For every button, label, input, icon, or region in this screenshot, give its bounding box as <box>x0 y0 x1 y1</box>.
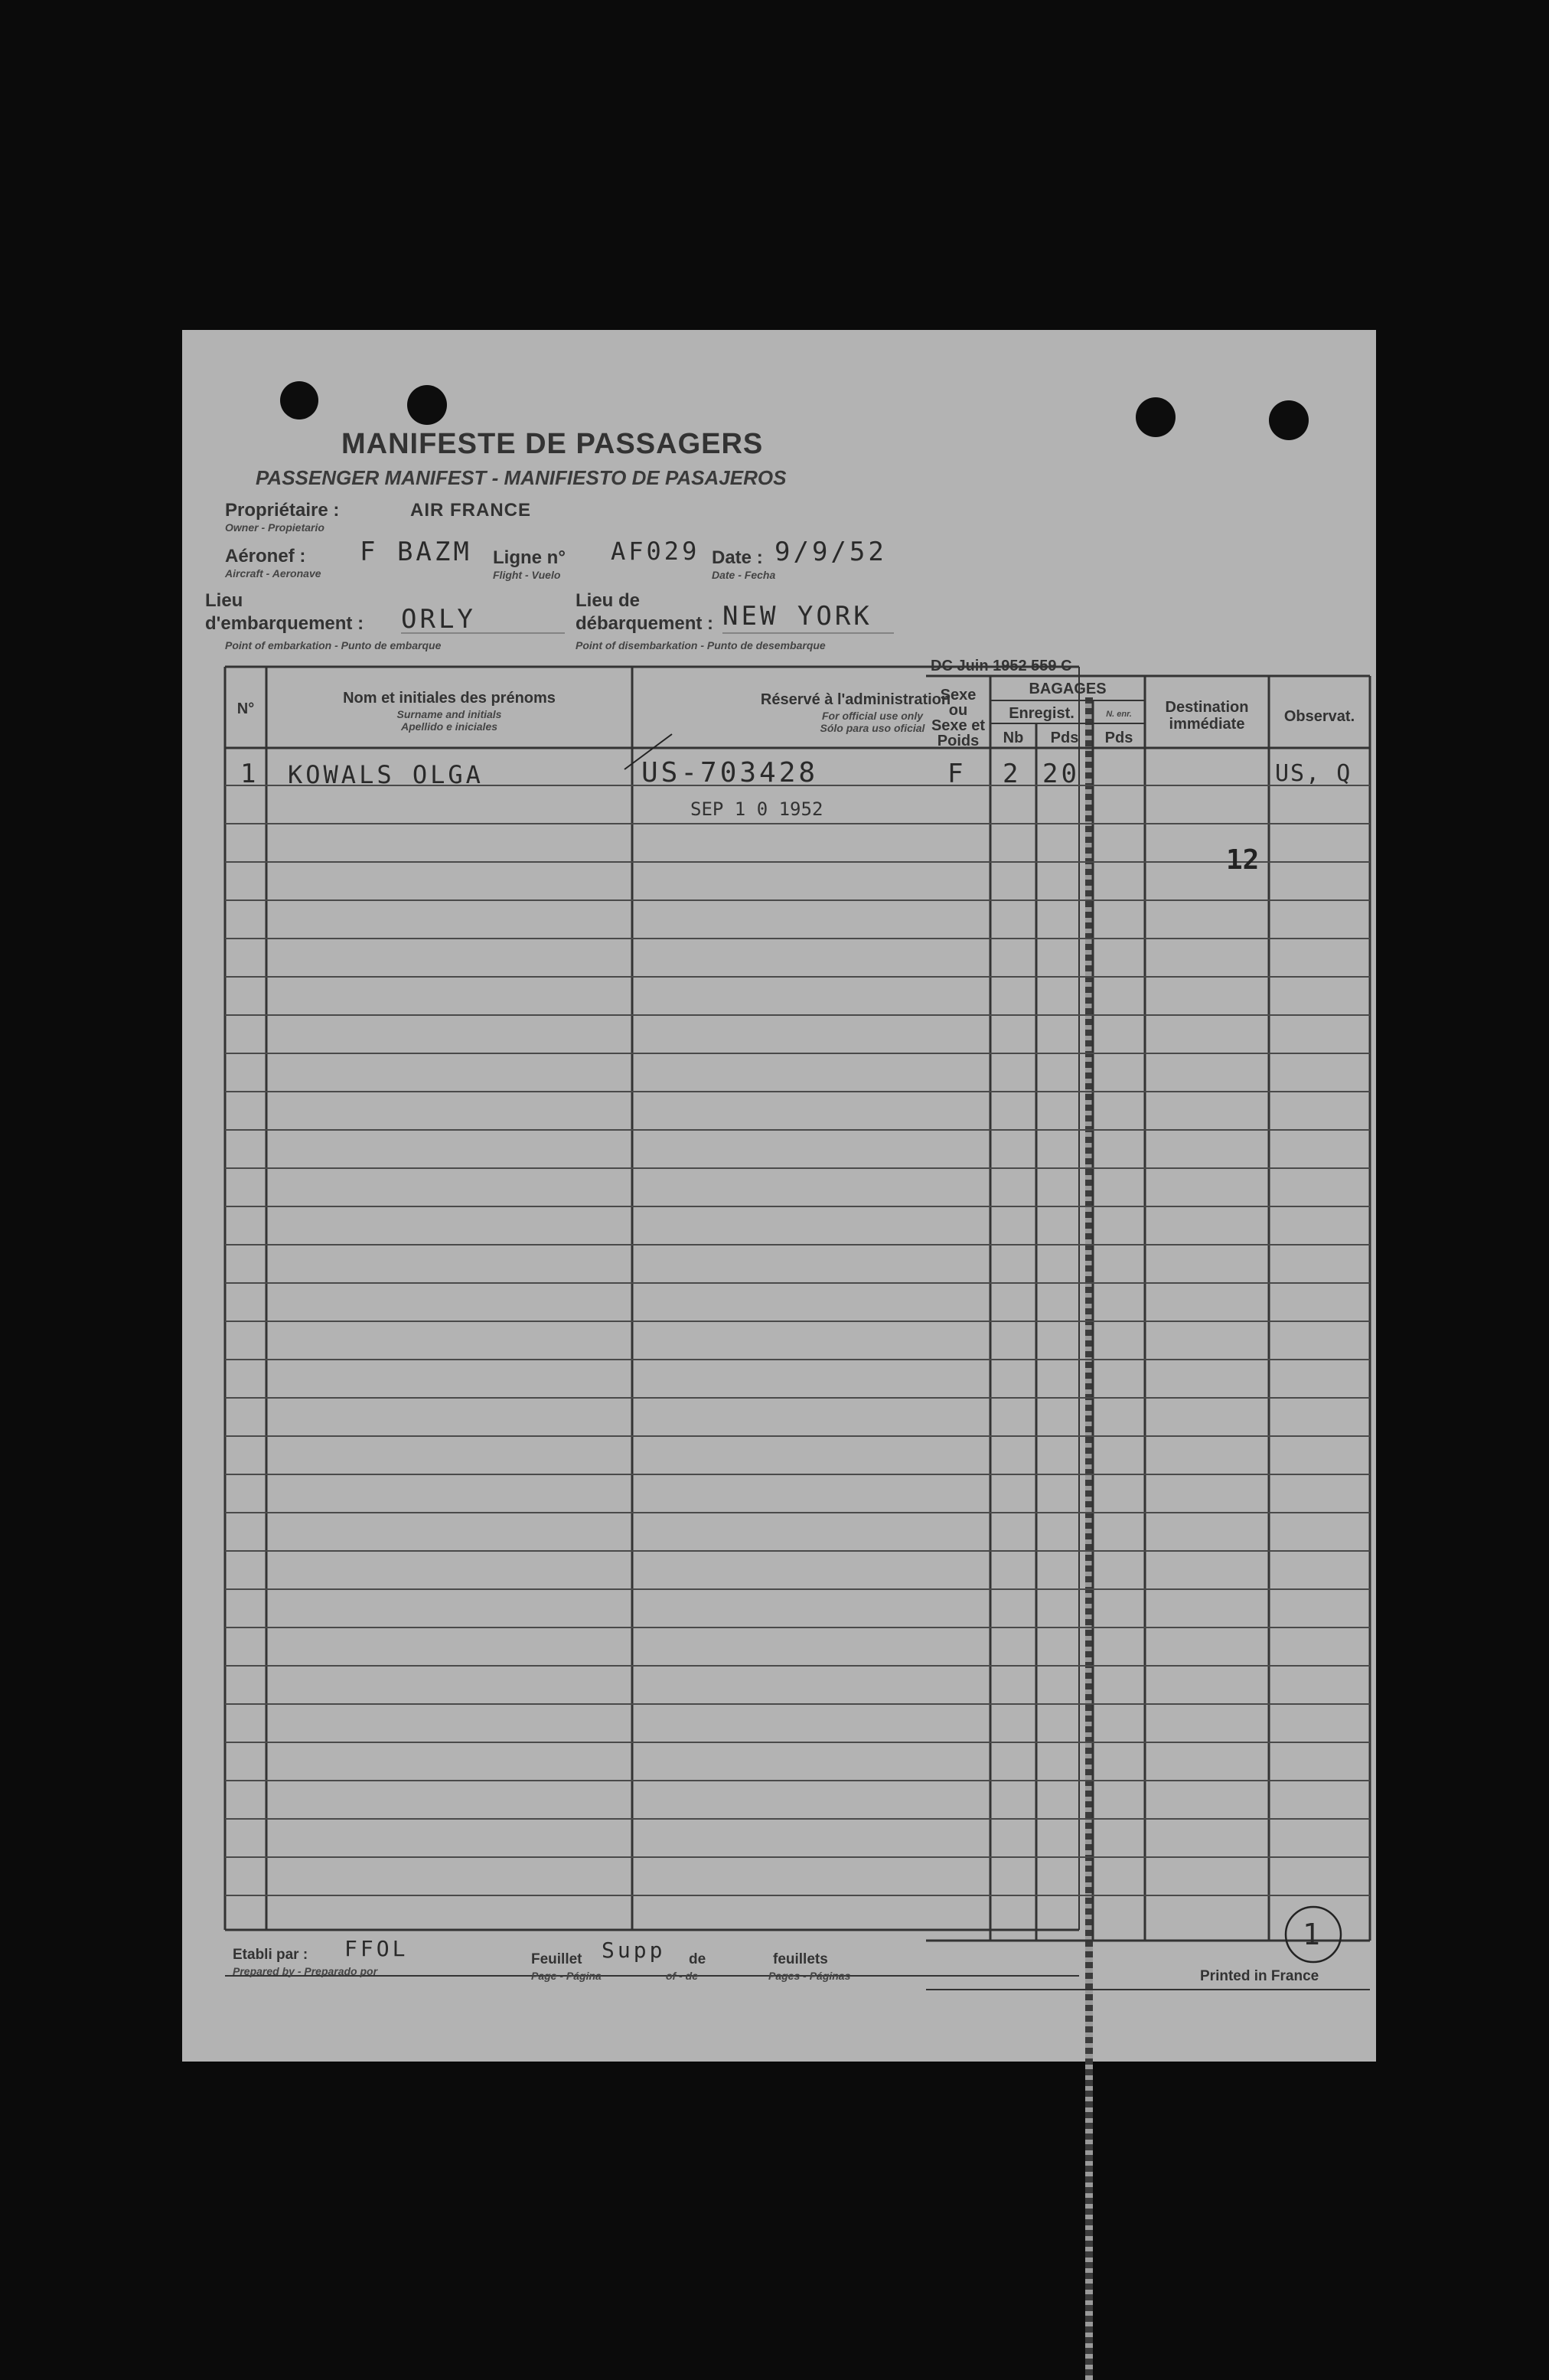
entry-stamp-date: SEP 1 0 1952 <box>690 798 823 820</box>
owner-label: Propriétaire : <box>225 500 340 521</box>
form-title: MANIFESTE DE PASSAGERS <box>341 428 764 460</box>
line-sub: Flight - Vuelo <box>493 569 561 581</box>
col-header-pds: Pds <box>1050 730 1079 746</box>
manifest-page <box>182 330 1376 2062</box>
col-header-admin-sub2: Sólo para uso oficial <box>820 722 925 734</box>
col-header-sex-3: Sexe et <box>931 717 986 734</box>
entry-bag-nb: 2 <box>1003 759 1022 789</box>
annotation-12: 12 <box>1226 844 1260 876</box>
prepared-by-sub: Prepared by - Preparado por <box>233 1965 378 1977</box>
col-header-destination-2: immédiate <box>1169 716 1245 733</box>
owner-sub: Owner - Propietario <box>225 521 324 534</box>
col-header-admin: Réservé à l'administration <box>760 691 951 708</box>
sheets-label: feuillets <box>773 1951 828 1967</box>
sheet-de: de <box>689 1951 706 1967</box>
table-grid <box>182 330 1376 2062</box>
col-header-destination: Destination <box>1165 699 1249 716</box>
embark-label-1: Lieu <box>205 590 243 611</box>
printed-in-france: Printed in France <box>1200 1968 1319 1984</box>
col-header-name-sub1: Surname and initials <box>396 708 502 720</box>
col-header-name-sub2: Apellido e iniciales <box>400 720 498 733</box>
col-header-sex-2: ou <box>948 702 968 719</box>
aircraft-value: F BAZM <box>360 537 472 567</box>
col-header-pds-2: Pds <box>1104 730 1133 746</box>
date-value: 9/9/52 <box>774 537 887 567</box>
owner-value: AIR FRANCE <box>410 500 531 521</box>
col-header-admin-sub1: For official use only <box>822 710 923 722</box>
page-sub: Page - Página <box>531 1970 602 1982</box>
embark-sub: Point of embarkation - Punto de embarque <box>225 639 442 651</box>
date-sub: Date - Fecha <box>712 569 776 581</box>
entry-sex: F <box>947 759 967 789</box>
col-header-enregist: Enregist. <box>1009 705 1075 722</box>
pages-sub: Pages - Páginas <box>768 1970 851 1982</box>
col-header-bagages: BAGAGES <box>1029 681 1107 697</box>
prepared-by-label: Etabli par : <box>233 1947 308 1963</box>
entry-admin: US-703428 <box>641 757 819 788</box>
disembark-value: NEW YORK <box>722 601 872 632</box>
entry-no: 1 <box>240 759 259 789</box>
aircraft-label: Aéronef : <box>225 546 306 566</box>
entry-bag-pds: 20 <box>1042 759 1080 789</box>
disembark-label-2: débarquement : <box>576 613 714 634</box>
col-header-no: N° <box>236 700 255 717</box>
aircraft-sub: Aircraft - Aeronave <box>225 567 321 579</box>
entry-name: KOWALS OLGA <box>288 760 484 789</box>
of-sub: of - de <box>666 1970 698 1982</box>
prepared-by-value: FFOL <box>344 1936 409 1961</box>
date-label: Date : <box>712 547 763 568</box>
col-header-non-enreg: N. enr. <box>1106 710 1132 719</box>
disembark-sub: Point of disembarkation - Punto de desembarque <box>576 639 826 651</box>
form-code: DC Juin 1952 559 C <box>931 658 1072 674</box>
line-label: Ligne n° <box>493 547 566 568</box>
col-header-observat: Observat. <box>1283 708 1355 725</box>
disembark-label-1: Lieu de <box>576 590 641 611</box>
col-header-nb: Nb <box>1003 730 1024 746</box>
form-subtitle: PASSENGER MANIFEST - MANIFIESTO DE PASAJEROS <box>256 466 787 489</box>
annotation-circled-1: 1 <box>1303 1918 1320 1951</box>
col-header-sex-1: Sexe <box>940 687 977 704</box>
embark-value: ORLY <box>401 604 476 635</box>
col-header-name: Nom et initiales des prénoms <box>343 690 556 707</box>
line-value: AF029 <box>611 537 700 566</box>
embark-label-2: d'embarquement : <box>205 613 364 634</box>
entry-observation: US, Q <box>1275 760 1352 787</box>
sheet-value: Supp <box>602 1938 666 1963</box>
sheet-label: Feuillet <box>531 1951 582 1967</box>
col-header-sex-4: Poids <box>937 733 980 749</box>
